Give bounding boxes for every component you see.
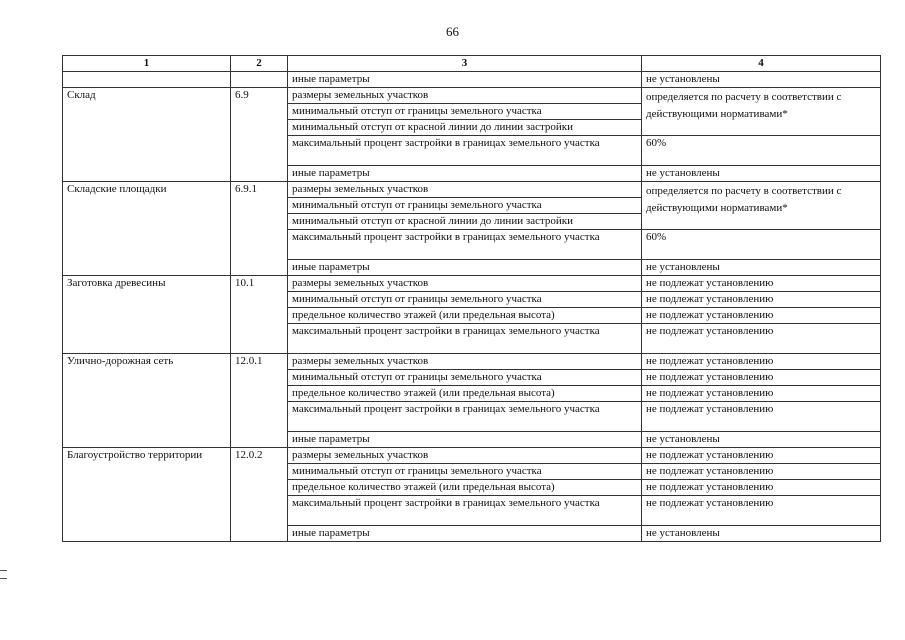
param-cell: предельное количество этажей (или предельная высота) (288, 308, 642, 324)
value-cell: не подлежат установлению (642, 276, 881, 292)
param-cell: иные параметры (288, 166, 642, 182)
value-cell: не установлены (642, 166, 881, 182)
header-col-4: 4 (642, 56, 881, 72)
param-cell: размеры земельных участков (288, 354, 642, 370)
value-cell: не подлежат установлению (642, 370, 881, 386)
value-cell: не подлежат установлению (642, 464, 881, 480)
table-row (63, 354, 881, 370)
value-cell: не подлежат установлению (642, 448, 881, 464)
page-number: 66 (446, 24, 459, 39)
margin-mark (0, 578, 7, 579)
value-cell: не установлены (642, 526, 881, 542)
param-cell: максимальный процент застройки в границах земельного участка (288, 136, 642, 166)
use-name-cell: Заготовка древесины (63, 276, 231, 354)
use-code-cell (231, 72, 288, 88)
param-cell: иные параметры (288, 72, 642, 88)
param-cell: минимальный отступ от границы земельного участка (288, 464, 642, 480)
param-cell: предельное количество этажей (или предельная высота) (288, 480, 642, 496)
param-cell: иные параметры (288, 260, 642, 276)
margin-mark (0, 570, 7, 571)
value-cell: не подлежат установлению (642, 354, 881, 370)
param-cell: максимальный процент застройки в границах земельного участка (288, 402, 642, 432)
value-cell: не подлежат установлению (642, 292, 881, 308)
param-cell: максимальный процент застройки в границах земельного участка (288, 496, 642, 526)
param-cell: минимальный отступ от красной линии до линии застройки (288, 214, 642, 230)
param-cell: размеры земельных участков (288, 276, 642, 292)
use-code-cell: 12.0.2 (231, 448, 288, 542)
param-cell: минимальный отступ от красной линии до линии застройки (288, 120, 642, 136)
value-cell: не подлежат установлению (642, 386, 881, 402)
value-cell: не подлежат установлению (642, 480, 881, 496)
value-cell: не подлежат установлению (642, 402, 881, 432)
use-name-cell: Улично-дорожная сеть (63, 354, 231, 448)
table-row (63, 448, 881, 464)
use-code-cell: 12.0.1 (231, 354, 288, 448)
use-name-cell: Склад (63, 88, 231, 182)
header-row (63, 56, 881, 72)
value-cell: определяется по расчету в соответствии с действующими нормативами* (642, 182, 881, 230)
param-cell: размеры земельных участков (288, 88, 642, 104)
value-cell: определяется по расчету в соответствии с действующими нормативами* (642, 88, 881, 136)
param-cell: максимальный процент застройки в границах земельного участка (288, 324, 642, 354)
table-row (63, 182, 881, 198)
value-cell: не установлены (642, 72, 881, 88)
param-cell: иные параметры (288, 526, 642, 542)
param-cell: минимальный отступ от границы земельного участка (288, 198, 642, 214)
use-code-cell: 6.9 (231, 88, 288, 182)
param-cell: иные параметры (288, 432, 642, 448)
param-cell: размеры земельных участков (288, 448, 642, 464)
param-cell: максимальный процент застройки в границах земельного участка (288, 230, 642, 260)
header-col-3: 3 (288, 56, 642, 72)
table-row (63, 72, 881, 88)
value-cell: не установлены (642, 432, 881, 448)
value-cell: 60% (642, 136, 881, 166)
param-cell: минимальный отступ от границы земельного участка (288, 104, 642, 120)
value-cell: не подлежат установлению (642, 324, 881, 354)
param-cell: минимальный отступ от границы земельного участка (288, 370, 642, 386)
header-col-1: 1 (63, 56, 231, 72)
param-cell: размеры земельных участков (288, 182, 642, 198)
param-cell: минимальный отступ от границы земельного участка (288, 292, 642, 308)
value-cell: не установлены (642, 260, 881, 276)
use-name-cell: Благоустройство территории (63, 448, 231, 542)
use-code-cell: 6.9.1 (231, 182, 288, 276)
value-cell: 60% (642, 230, 881, 260)
table-row (63, 276, 881, 292)
param-cell: предельное количество этажей (или предельная высота) (288, 386, 642, 402)
regulations-table (62, 55, 881, 542)
value-cell: не подлежат установлению (642, 308, 881, 324)
use-code-cell: 10.1 (231, 276, 288, 354)
header-col-2: 2 (231, 56, 288, 72)
use-name-cell: Складские площадки (63, 182, 231, 276)
table-row (63, 88, 881, 104)
use-name-cell (63, 72, 231, 88)
value-cell: не подлежат установлению (642, 496, 881, 526)
